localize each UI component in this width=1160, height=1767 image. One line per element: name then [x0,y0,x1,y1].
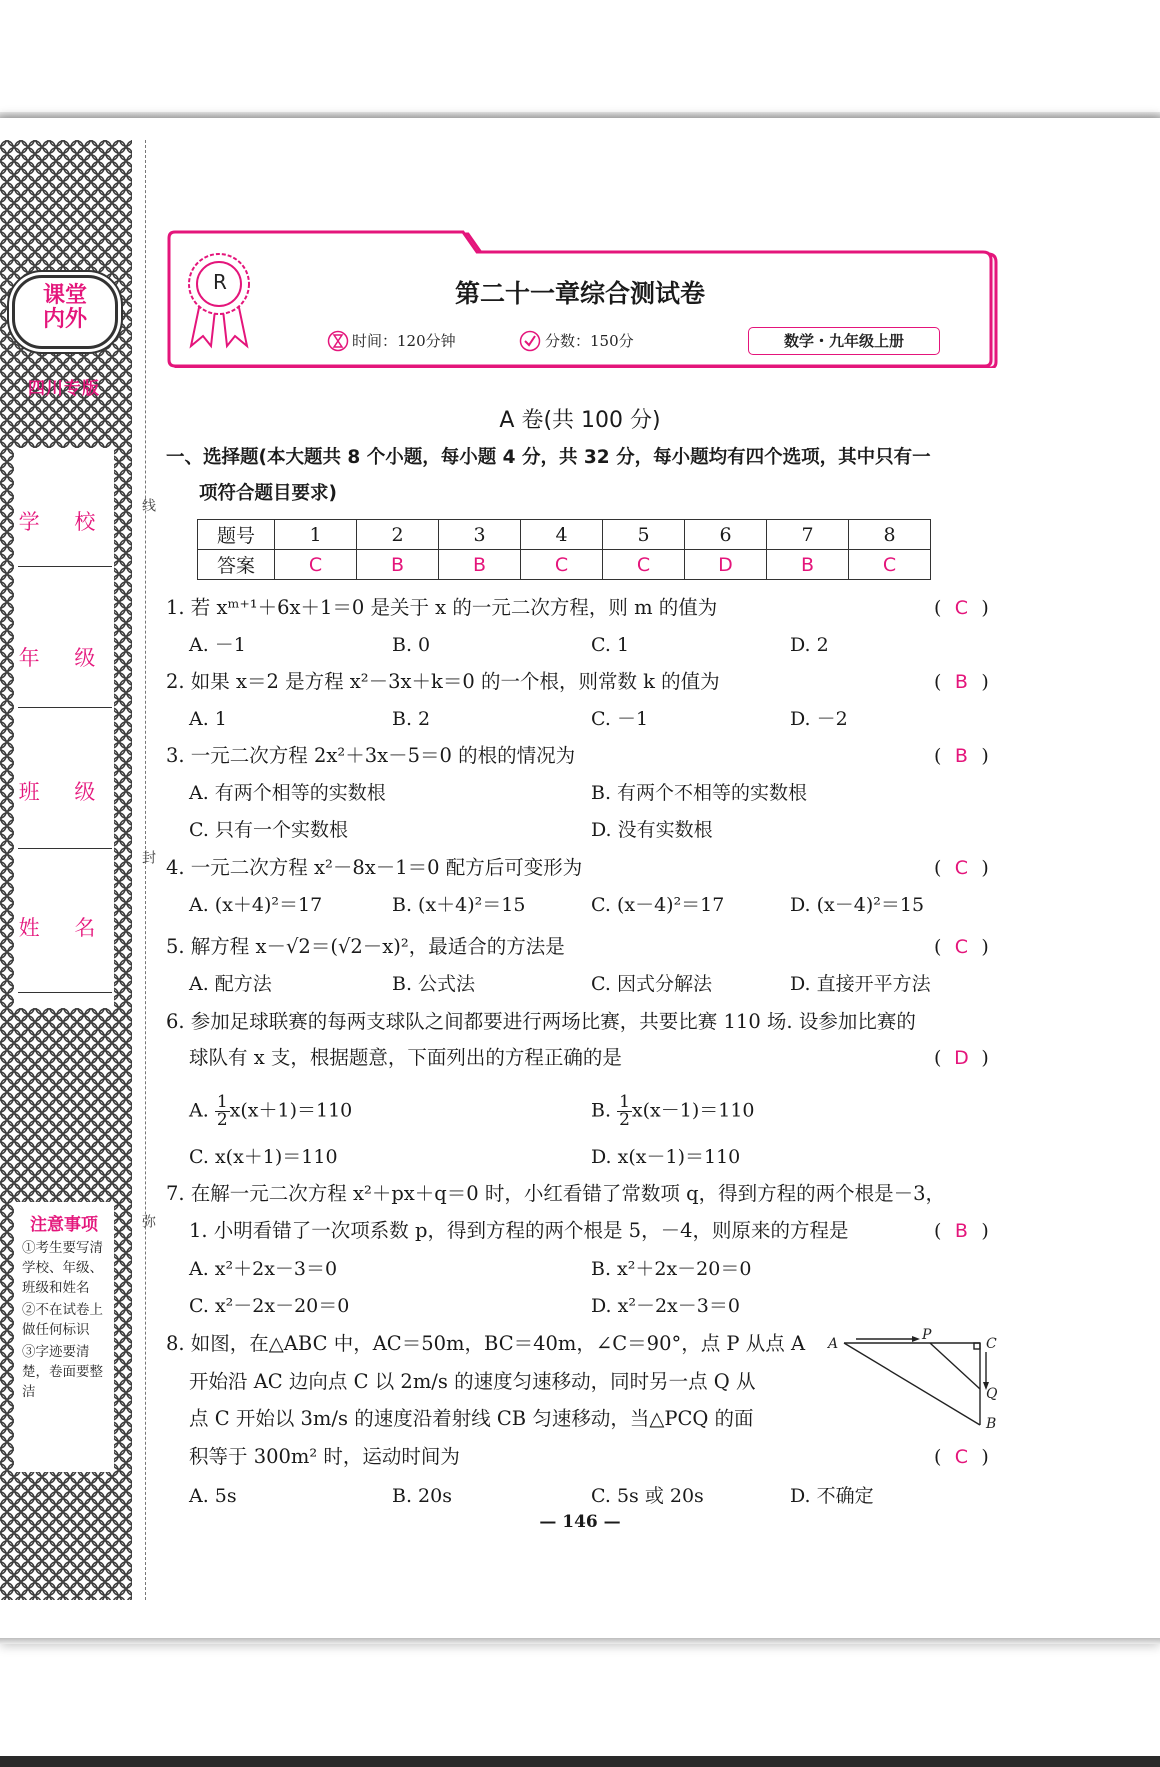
question-1-answer: ( C ) [934,597,989,619]
q3-option-c: C. 只有一个实数根 [189,819,348,841]
option-expression: x(x＋1)＝110 [229,1099,353,1122]
q7-option-d: D. x²－2x－3＝0 [591,1295,740,1317]
question-number-cell: 4 [521,520,603,550]
bottom-bar [0,1756,1160,1767]
question-4-stem: 4. 一元二次方程 x²－8x－1＝0 配方后可变形为 [166,856,583,879]
question-7-stem-line-2: 1. 小明看错了一次项系数 p，得到方程的两个根是 5，－4，则原来的方程是 [189,1219,849,1242]
q5-option-c: C. 因式分解法 [591,973,712,995]
question-number-cell: 8 [849,520,931,550]
hourglass-icon [327,330,349,352]
answer-letter: C [954,857,969,879]
q6-option-b [591,1094,755,1129]
subject-badge: 数学・九年级上册 [748,327,940,355]
logo-text [15,284,115,332]
answer-letter: C [954,936,969,958]
option-letter: A. [189,1099,209,1122]
q8-option-a: A. 5s [189,1485,237,1507]
publisher-logo [12,275,118,349]
question-7-stem-line-1: 7. 在解一元二次方程 x²＋px＋q＝0 时，小红看错了常数项 q，得到方程的两个根是－3， [166,1182,945,1205]
label-c: C [986,1336,997,1352]
question-6-stem-line-1: 6. 参加足球联赛的每两支球队之间都要进行两场比赛，共要比赛 110 场. 设参加比赛的 [166,1010,916,1033]
table-header-cell: 答案 [198,550,275,580]
note-item: ①考生要写清学校、年级、班级和姓名 [22,1240,103,1296]
table-row [198,520,931,550]
label-p: P [922,1328,932,1343]
q2-option-c: C. －1 [591,708,649,730]
notes-title: 注意事项 [30,1215,98,1235]
question-8-answer: ( C ) [934,1446,989,1468]
q7-option-b: B. x²＋2x－20＝0 [591,1258,752,1280]
grade-line [18,707,112,708]
q2-option-a: A. 1 [189,708,227,730]
q6-option-c: C. x(x＋1)＝110 [189,1146,338,1168]
page-shadow-bottom [0,1638,1160,1644]
question-number-cell: 2 [357,520,439,550]
q1-option-c: C. 1 [591,634,630,656]
q1-option-b: B. 0 [392,634,431,656]
q1-option-d: D. 2 [790,634,829,656]
q2-option-b: B. 2 [392,708,431,730]
table-header-cell: 题号 [198,520,275,550]
page-number: — 146 — [539,1512,621,1532]
question-8-stem-line-3: 点 C 开始以 3m/s 的速度沿着射线 CB 匀速移动，当△PCQ 的面 [189,1407,754,1430]
answer-letter: C [954,597,969,619]
q8-option-d: D. 不确定 [790,1485,874,1507]
question-6-answer: ( D ) [934,1047,989,1069]
question-4-answer: ( C ) [934,857,989,879]
fraction-numerator: 1 [619,1092,630,1112]
answer-cell: C [275,550,357,580]
binding-mark-close: 弥 [140,1214,156,1228]
question-1-stem: 1. 若 xᵐ⁺¹＋6x＋1＝0 是关于 x 的一元二次方程，则 m 的值为 [166,596,718,619]
school-line [18,566,112,567]
table-row [198,550,931,580]
question-3-stem: 3. 一元二次方程 2x²＋3x－5＝0 的根的情况为 [166,744,576,767]
question-3-answer: ( B ) [934,745,989,767]
exam-score: 分数：150分 [545,332,634,350]
question-number-cell: 1 [275,520,357,550]
question-8-stem-line-1: 8. 如图，在△ABC 中，AC＝50m，BC＝40m，∠C＝90°，点 P 从点 A [166,1332,806,1355]
q8-option-b: B. 20s [392,1485,452,1507]
name-line [18,992,112,993]
question-5-stem: 5. 解方程 x－√2＝(√2－x)²，最适合的方法是 [166,935,565,958]
exam-time: 时间：120分钟 [352,332,456,350]
q6-option-a [189,1094,352,1129]
answer-cell: C [603,550,685,580]
question-2-answer: ( B ) [934,671,989,693]
q4-option-d: D. (x－4)²＝15 [790,894,925,916]
class-label: 班 级 [18,780,110,804]
answer-letter: B [954,1220,968,1242]
label-a: A [828,1336,839,1352]
q3-option-d: D. 没有实数根 [591,819,713,841]
question-number-cell: 7 [767,520,849,550]
q2-option-d: D. －2 [790,708,848,730]
binding-mark-line: 线 [140,498,156,512]
instruction-line-2: 项符合题目要求) [199,483,337,504]
instruction-line-1: 一、选择题(本大题共 8 个小题，每小题 4 分，共 32 分，每小题均有四个选项，其中只有一 [166,447,931,468]
answer-cell: B [439,550,521,580]
binding-mark-seal: 封 [140,850,156,864]
note-item: ③字迹要清楚，卷面要整洁 [22,1344,103,1400]
fraction-half [617,1094,632,1129]
section-title: A 卷(共 100 分) [499,408,661,433]
question-8-stem-line-2: 开始沿 AC 边向点 C 以 2m/s 的速度匀速移动，同时另一点 Q 从 [189,1370,756,1393]
triangle-diagram [826,1328,1006,1430]
label-q: Q [986,1386,998,1402]
question-6-stem-line-2: 球队有 x 支，根据题意，下面列出的方程正确的是 [189,1046,622,1069]
exam-title: 第二十一章综合测试卷 [454,279,705,308]
q7-option-c: C. x²－2x－20＝0 [189,1295,350,1317]
check-score-icon [519,330,541,352]
question-5-answer: ( C ) [934,936,989,958]
answer-letter: D [954,1047,969,1069]
answer-table [197,519,931,580]
answer-cell: C [521,550,603,580]
q4-option-c: C. (x－4)²＝17 [591,894,725,916]
fraction-numerator: 1 [216,1092,228,1112]
option-letter: B. [591,1099,612,1122]
q7-option-a: A. x²＋2x－3＝0 [189,1258,338,1280]
binding-dashed-line [145,140,146,1600]
q8-option-c: C. 5s 或 20s [591,1485,704,1507]
answer-letter: B [954,745,968,767]
q5-option-a: A. 配方法 [189,973,272,995]
logo-line-1: 课堂 [42,283,87,308]
question-8-stem-line-4: 积等于 300m² 时，运动时间为 [189,1445,460,1468]
grade-label: 年 级 [18,646,110,670]
q6-option-d: D. x(x－1)＝110 [591,1146,741,1168]
question-2-stem: 2. 如果 x＝2 是方程 x²－3x＋k＝0 的一个根，则常数 k 的值为 [166,670,720,693]
q1-option-a: A. －1 [189,634,246,656]
q3-option-a: A. 有两个相等的实数根 [189,782,386,804]
school-label: 学 校 [18,510,110,534]
question-number-cell: 6 [685,520,767,550]
option-expression: x(x－1)＝110 [631,1099,755,1122]
answer-cell: B [767,550,849,580]
q3-option-b: B. 有两个不相等的实数根 [591,782,808,804]
note-item: ②不在试卷上做任何标识 [22,1302,103,1338]
q5-option-d: D. 直接开平方法 [790,973,931,995]
answer-letter: C [954,1446,969,1468]
answer-cell: C [849,550,931,580]
class-line [18,848,112,849]
label-b: B [986,1416,997,1430]
fraction-denominator: 2 [216,1110,228,1130]
answer-cell: B [357,550,439,580]
question-number-cell: 5 [603,520,685,550]
notes-list [22,1238,114,1402]
edition-label: 四川专版 [28,379,100,399]
fraction-half [215,1094,230,1129]
answer-cell: D [685,550,767,580]
q4-option-b: B. (x＋4)²＝15 [392,894,526,916]
seal-letter: R [213,270,227,294]
q5-option-b: B. 公式法 [392,973,476,995]
question-number-cell: 3 [439,520,521,550]
q4-option-a: A. (x＋4)²＝17 [189,894,323,916]
logo-line-2: 内外 [42,307,87,332]
name-label: 姓 名 [18,916,110,940]
answer-letter: B [954,671,968,693]
fraction-denominator: 2 [619,1110,630,1130]
question-7-answer: ( B ) [934,1220,989,1242]
